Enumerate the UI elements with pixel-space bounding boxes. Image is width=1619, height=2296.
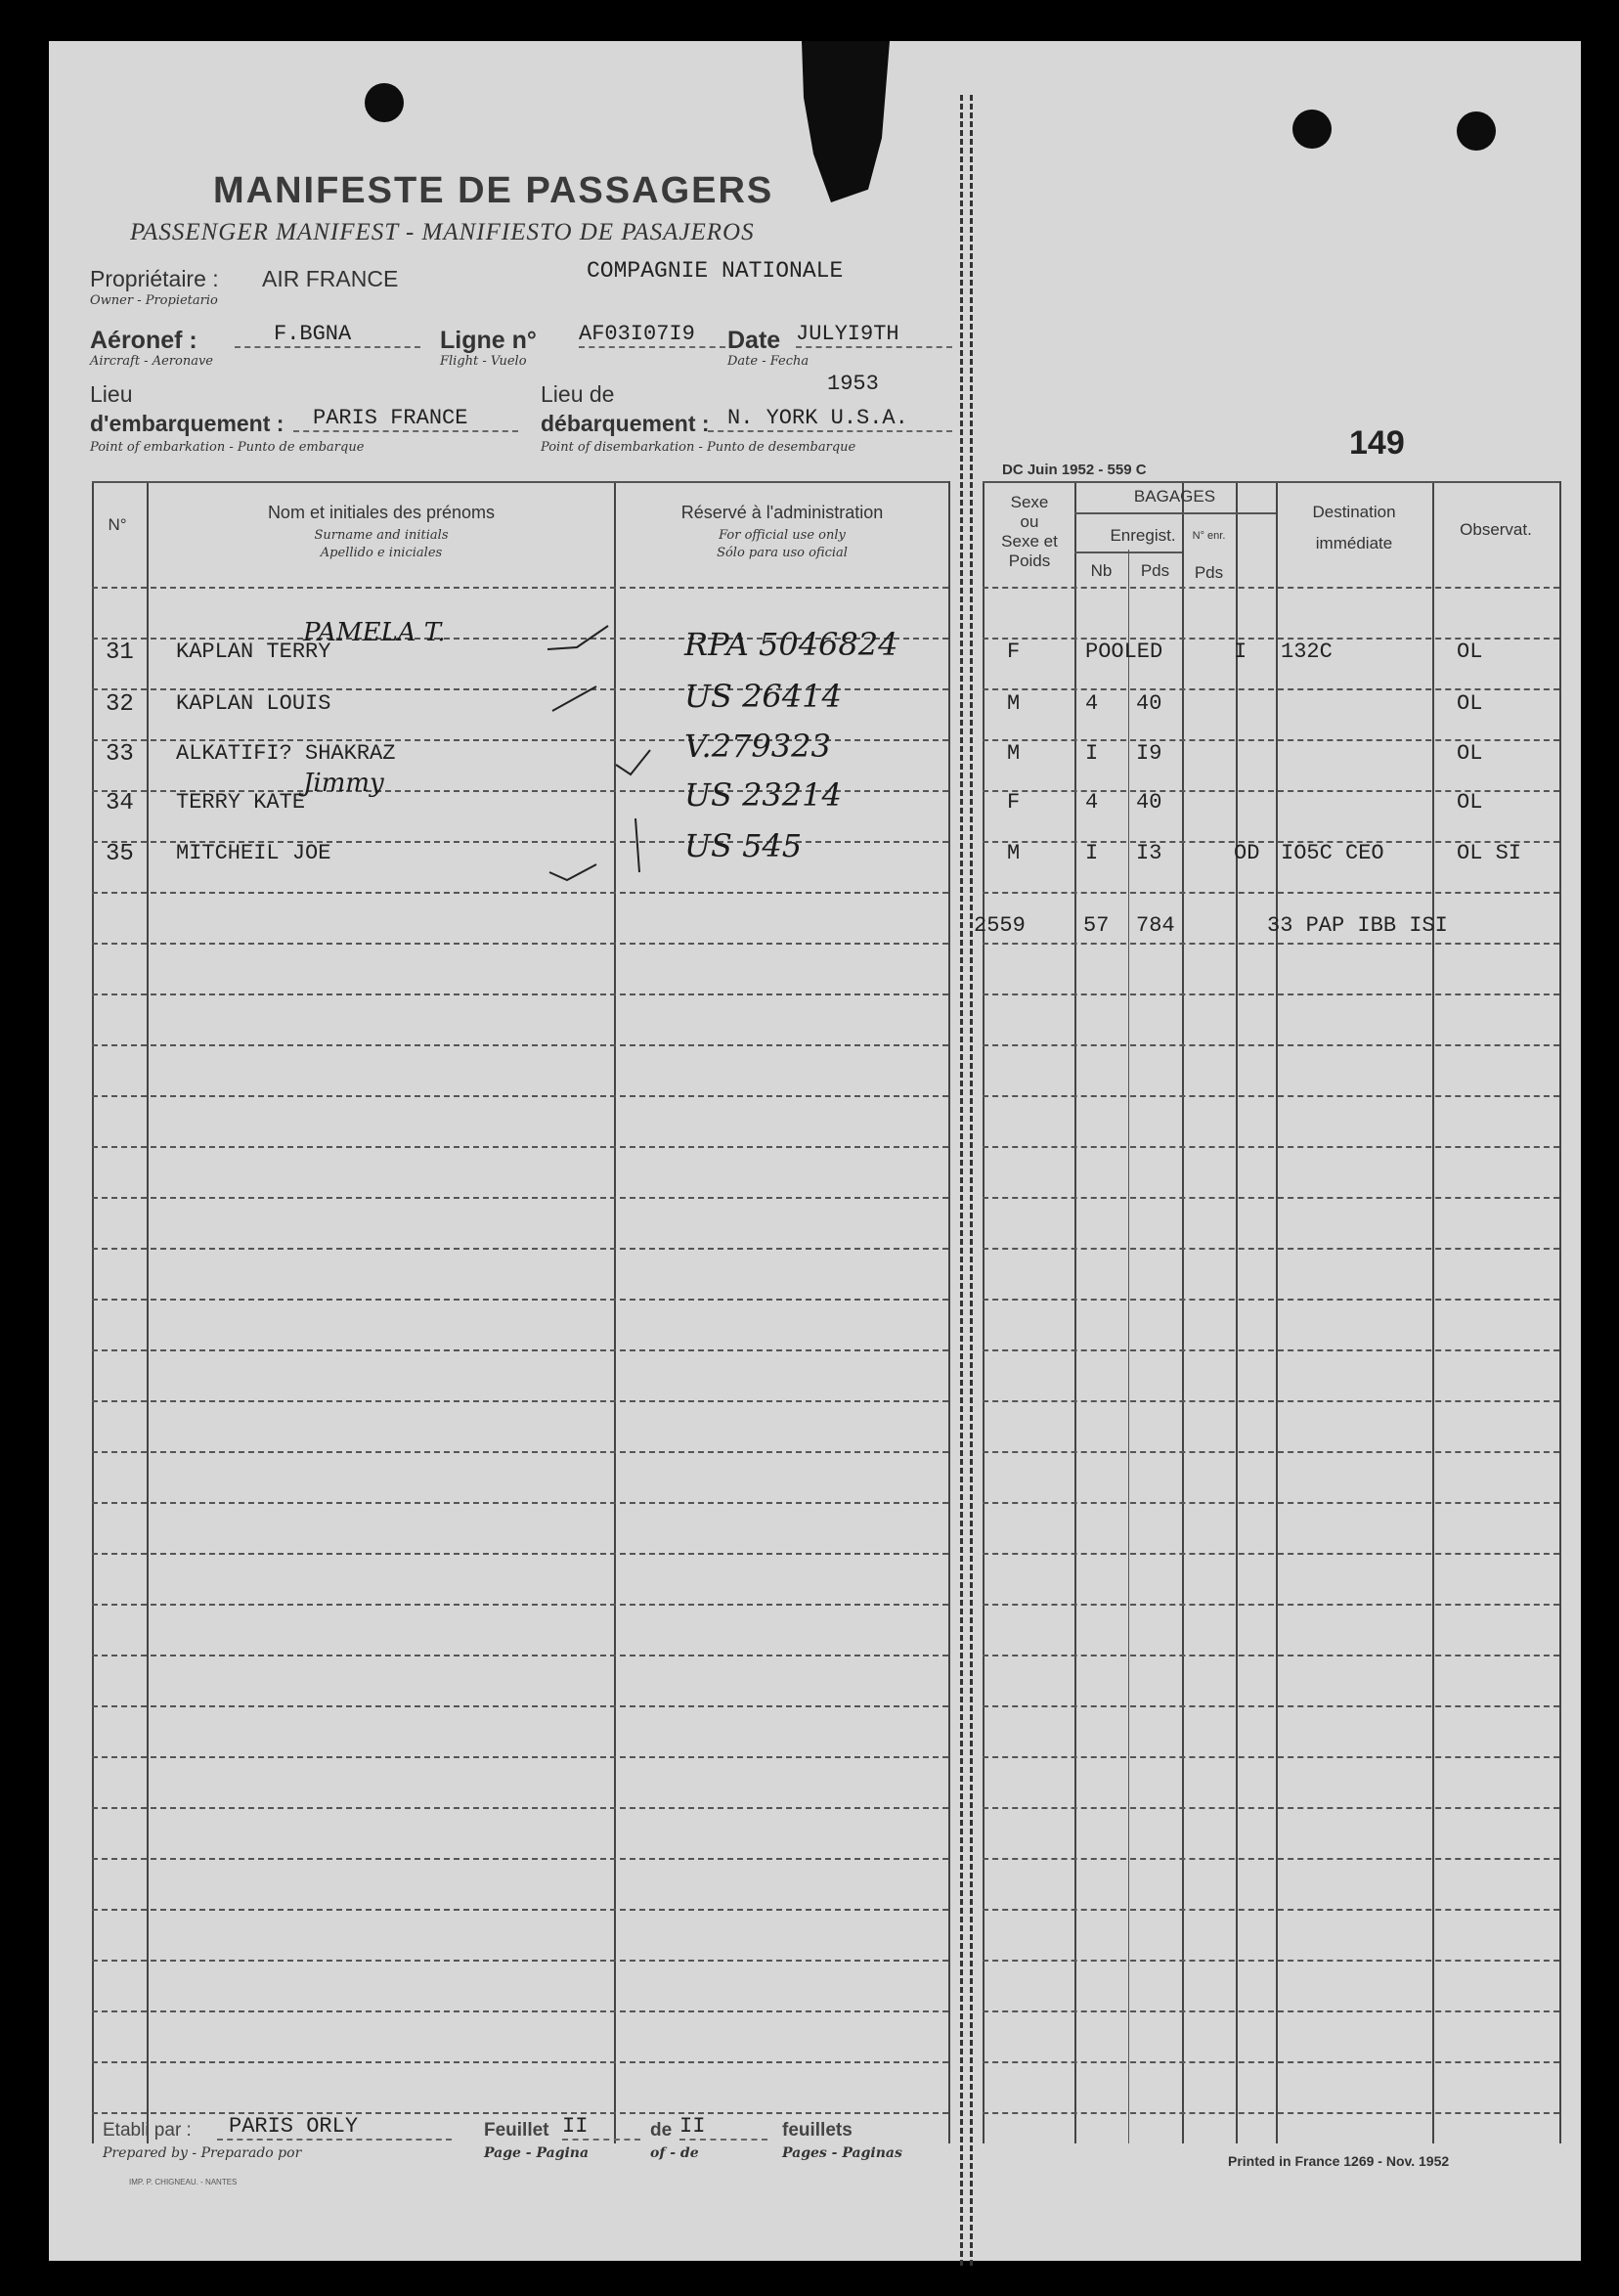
row-name: ALKATIFI? SHAKRAZ [176, 741, 396, 766]
grid-row-line [983, 1807, 1559, 1809]
grid-row-line [983, 688, 1559, 690]
grid-row-line [92, 1400, 948, 1402]
owner-label-sub: Owner - Propietario [90, 293, 218, 308]
row-name: TERRY KATE [176, 790, 306, 815]
grid-vline-right-3 [1182, 481, 1184, 2143]
perforation-line [960, 95, 963, 2266]
page-value: II [562, 2114, 640, 2141]
grid-row-line [92, 1502, 948, 1504]
prepared-value: PARIS ORLY [217, 2114, 452, 2141]
grid-vline-right-1 [1074, 481, 1076, 2143]
col-sex-1: Sexe [1010, 493, 1049, 511]
disembark-value: N. YORK U.S.A. [708, 406, 952, 432]
row-name: KAPLAN LOUIS [176, 691, 331, 716]
aircraft-value: F.BGNA [235, 322, 420, 348]
punch-hole-left [365, 83, 404, 122]
col-name-sub2: Apellido e iniciales [320, 546, 443, 560]
grid-row-line [983, 1400, 1559, 1402]
col-admin-sub2: Sólo para uso oficial [717, 546, 848, 560]
col-destination-header: Destination [1312, 503, 1396, 521]
col-no-header: N° [108, 515, 127, 534]
aircraft-label: Aéronef : [90, 327, 197, 354]
date-label-sub: Date - Fecha [727, 354, 810, 369]
grid-row-line [92, 1451, 948, 1453]
printer-line: IMP. P. CHIGNEAU. - NANTES [129, 2178, 238, 2186]
torn-corner [792, 41, 890, 202]
col-unreg-pds-header: Pds [1194, 563, 1224, 582]
row-admin: V.279323 [684, 728, 831, 765]
grid-vline-left-1 [147, 481, 149, 2143]
grid-row-line [983, 1502, 1559, 1504]
row-pds: I9 [1136, 741, 1162, 766]
grid-row-line [983, 1299, 1559, 1301]
grid-row-line [983, 1451, 1559, 1453]
grid-row-line [92, 2061, 948, 2063]
grid-row-line [92, 1299, 948, 1301]
aircraft-label-sub: Aircraft - Aeronave [90, 354, 213, 369]
grid-row-line [983, 1909, 1559, 1911]
grid-vline-left-3 [948, 481, 950, 2143]
col-name-header: Nom et initiales des prénoms [267, 503, 496, 522]
grid-row-line [983, 1858, 1559, 1860]
page-number: 149 [1349, 424, 1405, 462]
grid-row-line [983, 1655, 1559, 1656]
grid-row-line [92, 1705, 948, 1707]
grid-row-line [92, 1349, 948, 1351]
form-code: DC Juin 1952 - 559 C [1002, 462, 1147, 478]
row-no: 33 [106, 741, 134, 768]
row-sex: M [1007, 691, 1021, 716]
row-no: 34 [106, 790, 134, 817]
grid-row-line [983, 943, 1559, 945]
page-sub: Page - Pagina [484, 2145, 590, 2161]
grid-header-top-left [92, 481, 948, 483]
row-dest: IO5C CEO [1281, 841, 1384, 865]
grid-vline-right-7 [1559, 481, 1561, 2143]
grid-row-line [983, 587, 1559, 589]
grid-row-line [983, 1604, 1559, 1606]
row-name: KAPLAN TERRY [176, 640, 331, 664]
row-nb: I [1085, 741, 1099, 766]
col-pds-header: Pds [1140, 561, 1170, 580]
grid-row-line [92, 2010, 948, 2012]
printed-in-france: Printed in France 1269 - Nov. 1952 [1228, 2153, 1450, 2169]
row-no: 35 [106, 841, 134, 867]
grid-row-line [983, 1248, 1559, 1250]
prepared-sub: Prepared by - Preparado por [103, 2145, 302, 2161]
grid-row-line [92, 993, 948, 995]
row-name-handwritten: Jimmy [303, 769, 384, 798]
grid-row-line [983, 892, 1559, 894]
grid-enregist-sub [1074, 552, 1182, 553]
total-nb: 57 [1083, 913, 1110, 938]
grid-vline-right-6 [1432, 481, 1434, 2143]
flight-label: Ligne n° [440, 327, 537, 354]
col-sex-4: Poids [1008, 552, 1051, 570]
row-sex: F [1007, 640, 1021, 664]
row-nb: 4 [1085, 790, 1099, 815]
grid-row-line [92, 1756, 948, 1758]
row-pds: 40 [1136, 790, 1162, 815]
grid-vline-right-4 [1236, 481, 1238, 2143]
row-nb: 4 [1085, 691, 1099, 716]
grid-row-line [983, 1146, 1559, 1148]
row-obs: OL SI [1457, 841, 1522, 865]
col-admin-sub1: For official use only [719, 528, 846, 543]
grid-row-line [983, 993, 1559, 995]
grid-header-top-right [983, 481, 1559, 483]
col-nb-header: Nb [1090, 561, 1113, 580]
col-admin-header: Réservé à l'administration [680, 503, 884, 522]
col-baggage-header: BAGAGES [1133, 487, 1216, 506]
total-pds: 784 [1136, 913, 1175, 938]
of-sub: of - de [650, 2145, 699, 2161]
grid-row-line [92, 1197, 948, 1199]
grid-row-line [92, 1960, 948, 1962]
embark-label: d'embarquement : [90, 411, 284, 436]
disembark-label-sub: Point of disembarkation - Punto de desembarque [541, 440, 856, 455]
row-name-handwritten: PAMELA T. [303, 618, 446, 647]
of-label: de [650, 2120, 673, 2141]
disembark-label-top: Lieu de [541, 381, 615, 407]
pages-label: feuillets [782, 2120, 853, 2141]
total-note: 33 PAP IBB ISI [1267, 913, 1448, 938]
total-weight: 2559 [974, 913, 1026, 938]
row-sex: M [1007, 841, 1021, 865]
grid-vline-right-5 [1276, 481, 1278, 2143]
date-value: JULYI9TH [796, 322, 952, 348]
col-destination-header-2: immédiate [1315, 534, 1393, 552]
punch-hole-right-a [1292, 110, 1332, 149]
col-name-sub1: Surname and initials [314, 528, 449, 543]
grid-row-line [92, 1655, 948, 1656]
grid-row-line [92, 1044, 948, 1046]
row-unreg: OD [1234, 841, 1260, 865]
col-unreg-header: N° enr. [1192, 530, 1226, 542]
row-obs: OL [1457, 640, 1483, 664]
flight-value: AF03I07I9 [579, 322, 725, 348]
grid-row-line [983, 1095, 1559, 1097]
date-year: 1953 [827, 372, 879, 396]
grid-row-line [92, 1807, 948, 1809]
grid-vline-right-2 [1128, 550, 1129, 2143]
disembark-label: débarquement : [541, 411, 710, 436]
grid-row-line [983, 2061, 1559, 2063]
manifest-subtitle: PASSENGER MANIFEST - MANIFIESTO DE PASAJEROS [130, 219, 755, 245]
embark-label-sub: Point of embarkation - Punto de embarque [90, 440, 365, 455]
embark-label-top: Lieu [90, 381, 133, 407]
owner-value: AIR FRANCE [262, 266, 399, 291]
row-obs: OL [1457, 691, 1483, 716]
owner-label: Propriétaire : [90, 266, 219, 291]
grid-row-line [983, 2112, 1559, 2114]
grid-row-line [92, 1909, 948, 1911]
row-pds: 40 [1136, 691, 1162, 716]
row-obs: OL [1457, 790, 1483, 815]
row-name: MITCHEIL JOE [176, 841, 331, 865]
company-name: COMPAGNIE NATIONALE [587, 258, 844, 284]
grid-row-line [92, 1248, 948, 1250]
manifest-sheet [49, 41, 1581, 2261]
punch-hole-right-b [1457, 111, 1496, 151]
col-sex-3: Sexe et [1001, 532, 1058, 551]
flight-label-sub: Flight - Vuelo [440, 354, 527, 369]
col-sex-2: ou [1020, 512, 1039, 531]
row-admin: US 26414 [684, 678, 842, 715]
grid-row-line [92, 943, 948, 945]
grid-row-line [983, 1553, 1559, 1555]
of-value: II [679, 2114, 767, 2141]
col-observ-header: Observat. [1460, 520, 1532, 539]
row-admin: US 545 [684, 827, 803, 864]
handwritten-checkmarks [538, 618, 665, 902]
grid-row-line [983, 1960, 1559, 1962]
grid-row-line [983, 1349, 1559, 1351]
date-label: Date [727, 327, 781, 354]
grid-row-line [92, 892, 948, 894]
grid-row-line [92, 1604, 948, 1606]
row-unreg: I [1234, 640, 1247, 664]
grid-baggage-sub [1074, 512, 1276, 514]
prepared-label: Etabli par : [103, 2120, 192, 2141]
manifest-title: MANIFESTE DE PASSAGERS [213, 170, 774, 211]
row-sex: F [1007, 790, 1021, 815]
grid-row-line [983, 2010, 1559, 2012]
row-sex: M [1007, 741, 1021, 766]
row-admin: RPA 5046824 [684, 626, 898, 663]
grid-row-line [92, 1095, 948, 1097]
page-label: Feuillet [484, 2120, 549, 2141]
row-dest: 132C [1281, 640, 1333, 664]
row-nb: I [1085, 841, 1099, 865]
grid-row-line [983, 1044, 1559, 1046]
grid-row-line [983, 1197, 1559, 1199]
grid-row-line [92, 1146, 948, 1148]
row-nb: POOLED [1085, 640, 1163, 664]
row-no: 32 [106, 691, 134, 718]
grid-row-line [92, 1553, 948, 1555]
pages-sub: Pages - Paginas [782, 2145, 902, 2161]
row-obs: OL [1457, 741, 1483, 766]
row-pds: I3 [1136, 841, 1162, 865]
grid-row-line [92, 1858, 948, 1860]
row-admin: US 23214 [684, 776, 842, 814]
embark-value: PARIS FRANCE [293, 406, 518, 432]
row-no: 31 [106, 640, 134, 666]
col-registered-header: Enregist. [1110, 526, 1176, 545]
grid-row-line [983, 1705, 1559, 1707]
grid-vline-right-0 [983, 481, 985, 2143]
grid-vline-left-0 [92, 481, 94, 2143]
perforation-line-2 [970, 95, 973, 2266]
grid-row-line [92, 587, 948, 589]
grid-row-line [983, 1756, 1559, 1758]
